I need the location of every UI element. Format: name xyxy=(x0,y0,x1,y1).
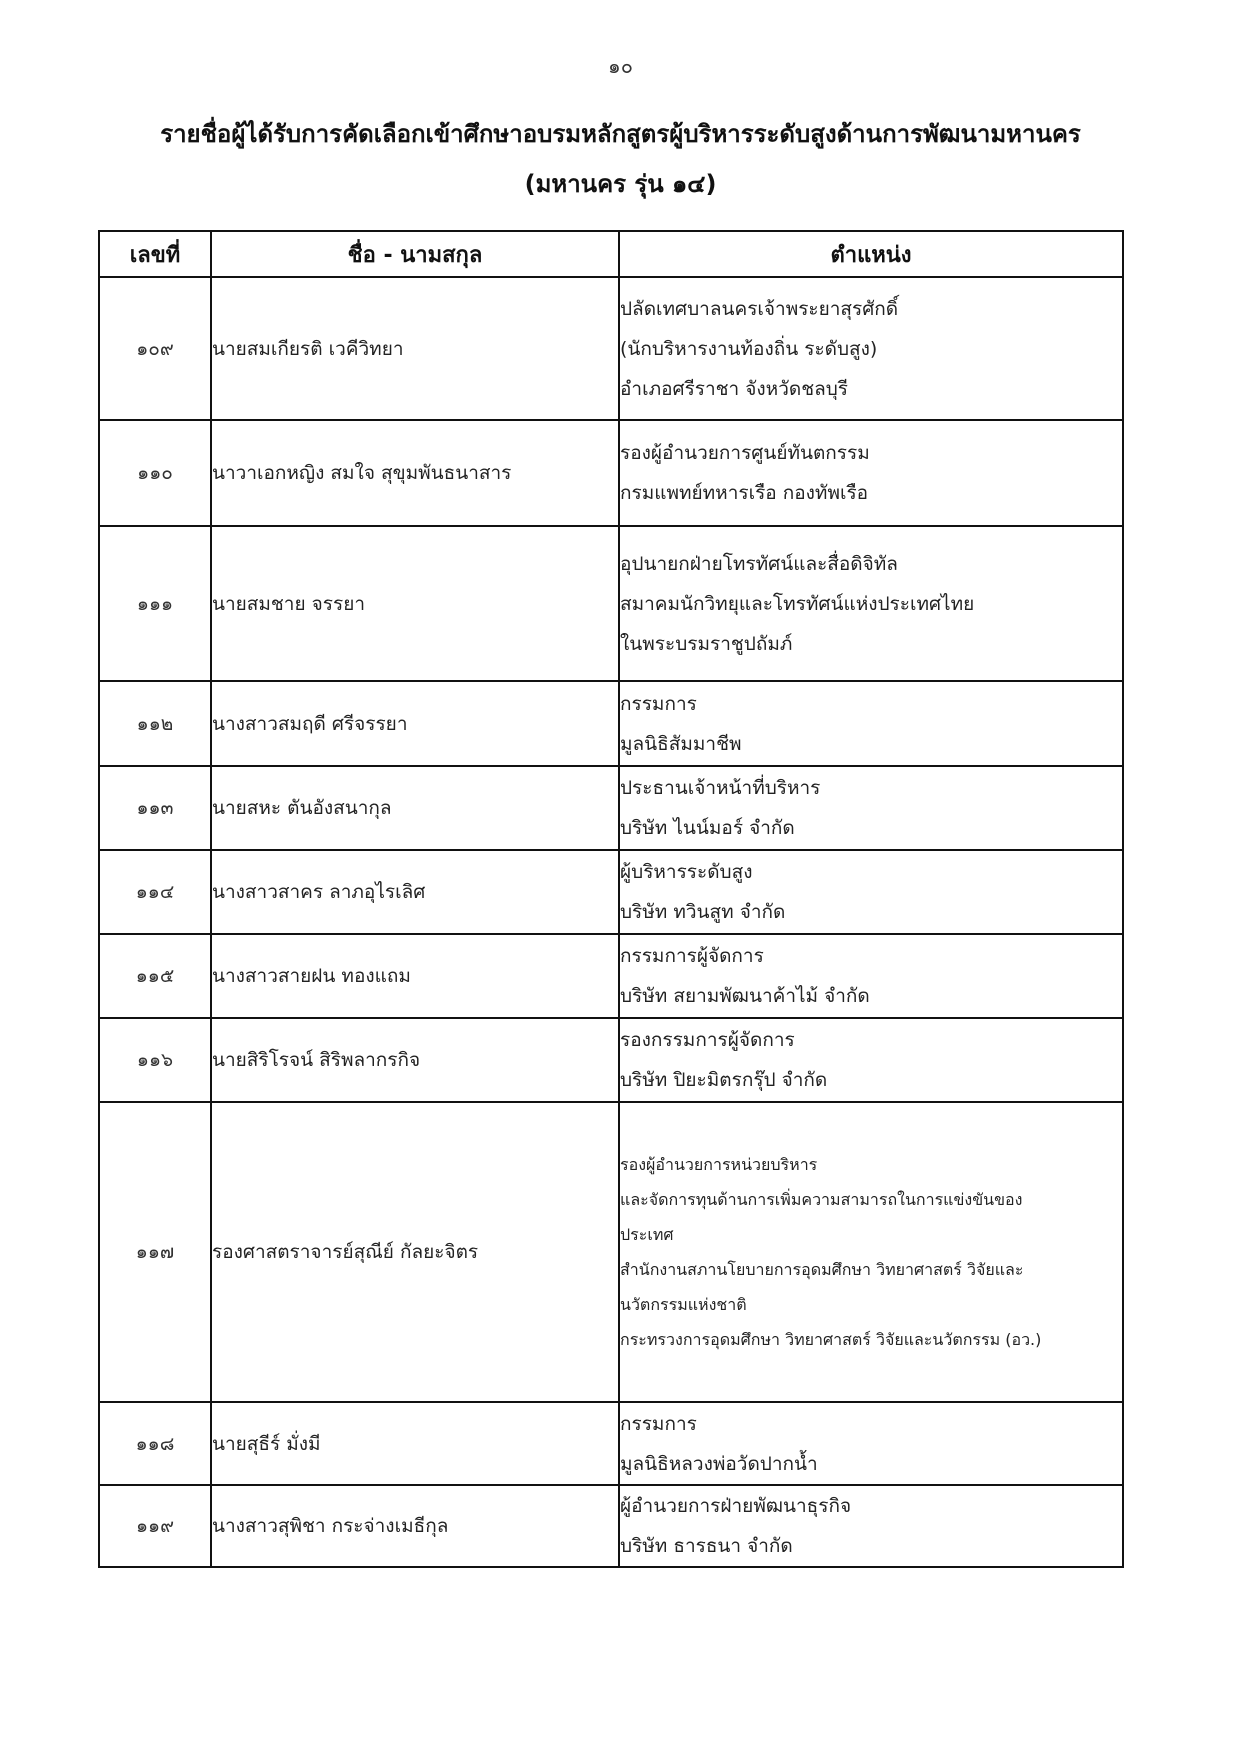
row-name: นางสาวสาคร ลาภอุไรเลิศ xyxy=(211,850,619,934)
row-name: นายสุธีร์ มั่งมี xyxy=(211,1402,619,1485)
row-position xyxy=(619,850,1123,934)
row-number: ๑๑๓ xyxy=(99,766,211,850)
header-name: ชื่อ - นามสกุล xyxy=(211,231,619,277)
row-number: ๑๑๒ xyxy=(99,681,211,766)
row-name: นางสาวสมฤดี ศรีจรรยา xyxy=(211,681,619,766)
row-number: ๑๑๖ xyxy=(99,1018,211,1102)
table-row xyxy=(99,1018,1123,1102)
row-position xyxy=(619,1485,1123,1567)
position-line: ในพระบรมราชูปถัมภ์ xyxy=(620,632,793,655)
position-line: สมาคมนักวิทยุและโทรทัศน์แห่งประเทศไทย xyxy=(620,592,975,615)
document-title: รายชื่อผู้ได้รับการคัดเลือกเข้าศึกษาอบรมหลักสูตรผู้บริหารระดับสูงด้านการพัฒนามหานคร xyxy=(160,120,1081,148)
position-line: บริษัท ธารธนา จำกัด xyxy=(620,1535,793,1557)
position-line: บริษัท สยามพัฒนาค้าไม้ จำกัด xyxy=(620,985,870,1007)
row-position xyxy=(619,420,1123,526)
row-number: ๑๑๘ xyxy=(99,1402,211,1485)
position-line: ผู้อำนวยการฝ่ายพัฒนาธุรกิจ xyxy=(620,1495,852,1517)
position-line: นวัตกรรมแห่งชาติ xyxy=(620,1295,747,1314)
document-subtitle: (มหานคร รุ่น ๑๔) xyxy=(524,170,717,198)
position-line: กรรมการผู้จัดการ xyxy=(620,945,764,967)
table-row xyxy=(99,420,1123,526)
row-position xyxy=(619,526,1123,681)
row-name: นางสาวสายฝน ทองแถม xyxy=(211,934,619,1018)
table-row xyxy=(99,850,1123,934)
position-line: ผู้บริหารระดับสูง xyxy=(620,861,753,883)
row-position xyxy=(619,681,1123,766)
position-line: และจัดการทุนด้านการเพิ่มความสามารถในการแข่งขันของ xyxy=(620,1190,1023,1209)
row-position xyxy=(619,934,1123,1018)
position-line: (นักบริหารงานท้องถิ่น ระดับสูง) xyxy=(620,337,878,360)
position-line: บริษัท ทวินสูท จำกัด xyxy=(620,901,786,923)
row-position xyxy=(619,1102,1123,1402)
row-number: ๑๑๔ xyxy=(99,850,211,934)
position-line: ประธานเจ้าหน้าที่บริหาร xyxy=(620,777,821,799)
position-line: อำเภอศรีราชา จังหวัดชลบุรี xyxy=(620,377,848,400)
position-line: มูลนิธิสัมมาชีพ xyxy=(620,732,742,755)
row-name: นายสหะ ตันอังสนากุล xyxy=(211,766,619,850)
row-number: ๑๐๙ xyxy=(99,277,211,420)
row-position xyxy=(619,1018,1123,1102)
position-line: รองผู้อำนวยการหน่วยบริหาร xyxy=(620,1155,818,1174)
table-row xyxy=(99,1402,1123,1485)
position-line: บริษัท ไนน์มอร์ จำกัด xyxy=(620,817,795,839)
nominee-table xyxy=(98,230,1124,1568)
table-row xyxy=(99,681,1123,766)
position-line: กระทรวงการอุดมศึกษา วิทยาศาสตร์ วิจัยและนวัตกรรม (อว.) xyxy=(620,1330,1042,1349)
row-name: รองศาสตราจารย์สุณีย์ กัลยะจิตร xyxy=(211,1102,619,1402)
position-line: ปลัดเทศบาลนครเจ้าพระยาสุรศักดิ์ xyxy=(620,297,899,320)
row-position xyxy=(619,766,1123,850)
row-number: ๑๑๕ xyxy=(99,934,211,1018)
position-line: กรมแพทย์ทหารเรือ กองทัพเรือ xyxy=(620,482,869,504)
row-name: นาวาเอกหญิง สมใจ สุขุมพันธนาสาร xyxy=(211,420,619,526)
row-number: ๑๑๗ xyxy=(99,1102,211,1402)
row-number: ๑๑๑ xyxy=(99,526,211,681)
position-line: รองกรรมการผู้จัดการ xyxy=(620,1029,795,1051)
header-position: ตำแหน่ง xyxy=(619,231,1123,277)
position-line: บริษัท ปิยะมิตรกรุ๊ป จำกัด xyxy=(620,1069,828,1091)
row-number: ๑๑๐ xyxy=(99,420,211,526)
position-line: มูลนิธิหลวงพ่อวัดปากน้ำ xyxy=(620,1452,818,1475)
row-position xyxy=(619,277,1123,420)
position-line: ประเทศ xyxy=(620,1225,674,1244)
table-row xyxy=(99,766,1123,850)
table-header-row xyxy=(99,231,1123,277)
row-name: นายสิริโรจน์ สิริพลากรกิจ xyxy=(211,1018,619,1102)
row-name: นายสมเกียรติ เวคีวิทยา xyxy=(211,277,619,420)
table-row xyxy=(99,1485,1123,1567)
page-number: ๑๐ xyxy=(608,54,633,78)
row-number: ๑๑๙ xyxy=(99,1485,211,1567)
table-row xyxy=(99,934,1123,1018)
position-line: รองผู้อำนวยการศูนย์ทันตกรรม xyxy=(620,442,870,464)
position-line: กรรมการ xyxy=(620,692,697,715)
position-line: อุปนายกฝ่ายโทรทัศน์และสื่อดิจิทัล xyxy=(620,552,898,575)
table-row xyxy=(99,277,1123,420)
position-line: สำนักงานสภานโยบายการอุดมศึกษา วิทยาศาสตร์ วิจัยและ xyxy=(620,1260,1024,1279)
position-line: กรรมการ xyxy=(620,1412,697,1435)
table-row xyxy=(99,526,1123,681)
row-position xyxy=(619,1402,1123,1485)
table-row xyxy=(99,1102,1123,1402)
row-name: นายสมชาย จรรยา xyxy=(211,526,619,681)
header-number: เลขที่ xyxy=(99,231,211,277)
row-name: นางสาวสุพิชา กระจ่างเมธีกุล xyxy=(211,1485,619,1567)
